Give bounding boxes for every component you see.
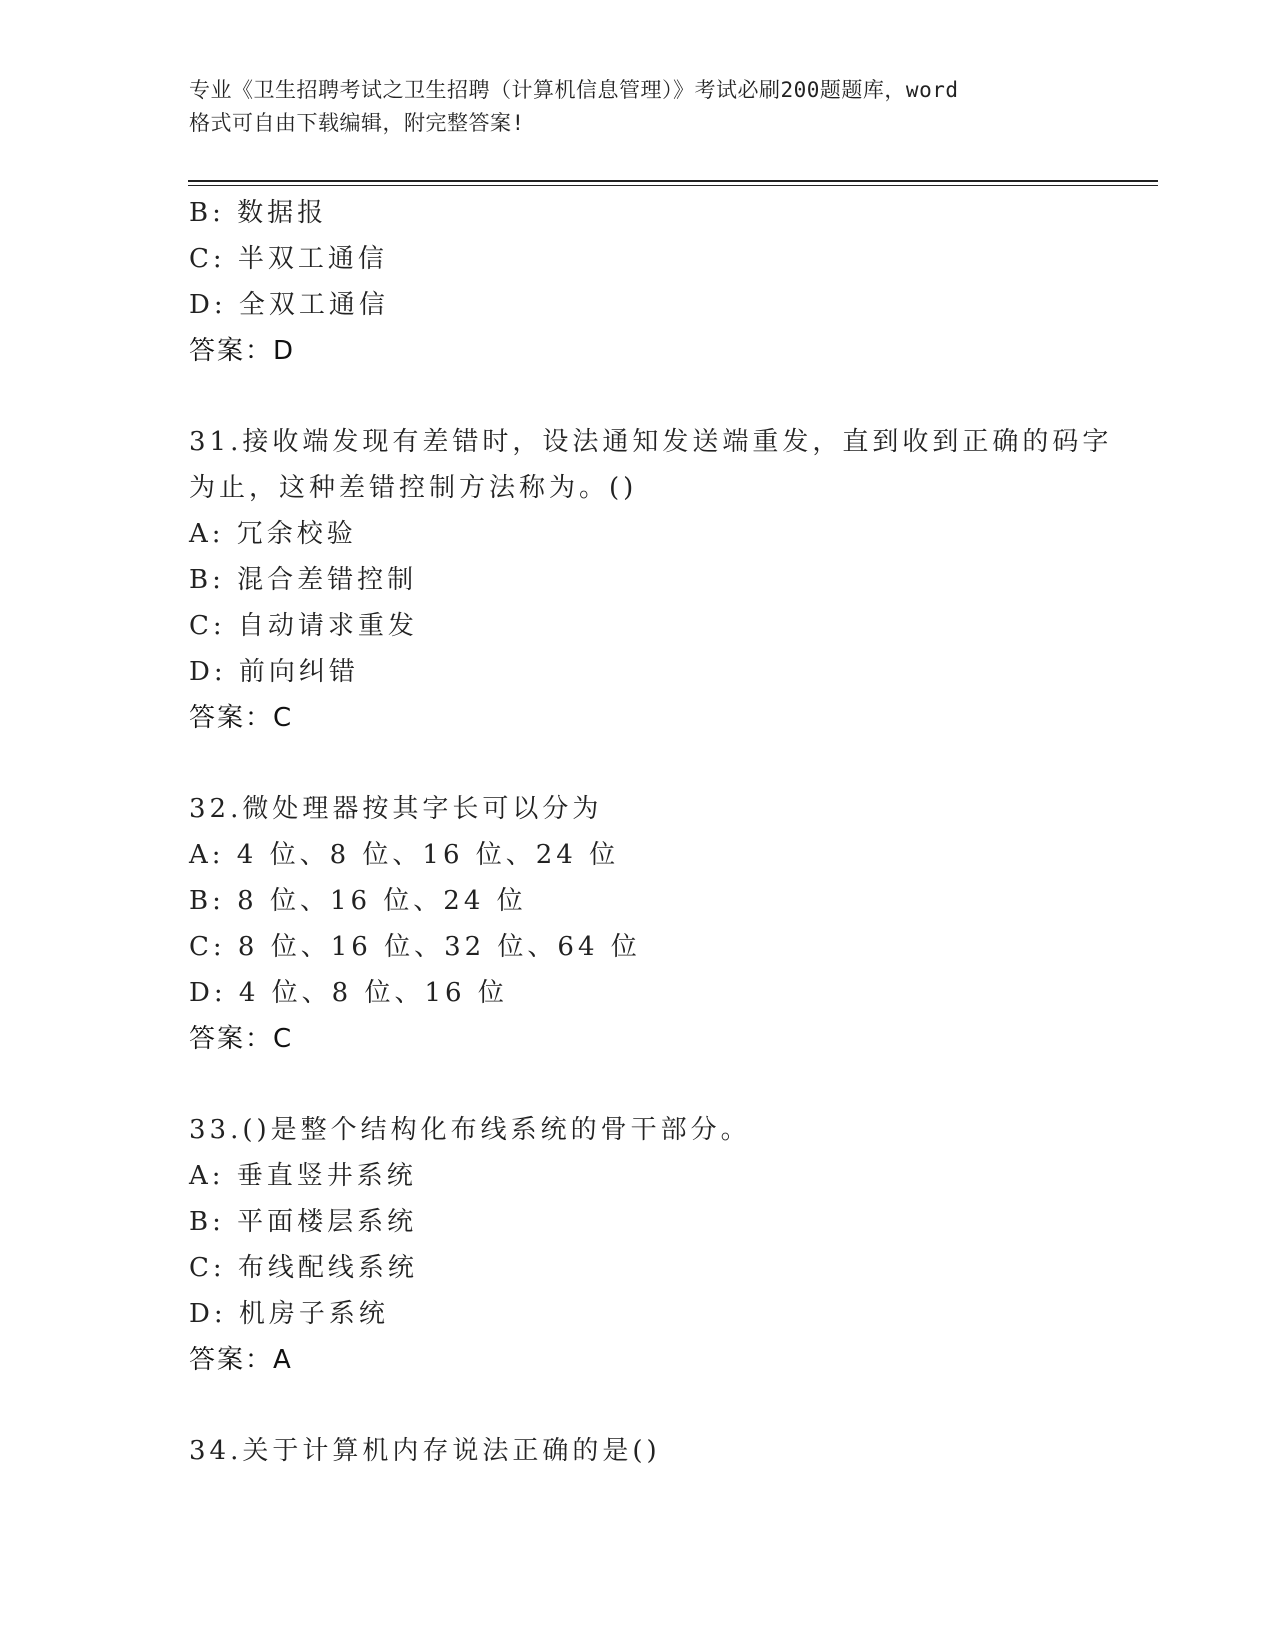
question-34 <box>189 1428 1089 1474</box>
document-header <box>189 74 1089 140</box>
option-b: B: 8 位、16 位、24 位 <box>189 886 527 916</box>
option-c: C: 布线配线系统 <box>189 1253 418 1283</box>
option-c: C: 8 位、16 位、32 位、64 位 <box>189 932 641 962</box>
question-stem-line: 33.()是整个结构化布线系统的骨干部分。 <box>189 1115 751 1145</box>
option-b: B: 平面楼层系统 <box>189 1207 418 1237</box>
carryover-block <box>189 190 1089 374</box>
question-33 <box>189 1107 1089 1383</box>
option-a: A: 垂直竖井系统 <box>189 1161 417 1191</box>
option-b: B: 数据报 <box>189 198 328 228</box>
spacer <box>189 741 1089 786</box>
option-b: B: 混合差错控制 <box>189 565 418 595</box>
question-list <box>189 190 1113 1474</box>
option-a: A: 4 位、8 位、16 位、24 位 <box>189 840 620 870</box>
option-d: D: 前向纠错 <box>189 657 359 687</box>
header-line-2: 格式可自由下载编辑，附完整答案! <box>189 111 525 135</box>
answer-line: 答案：D <box>189 336 296 366</box>
answer-line: 答案：C <box>189 703 294 733</box>
question-31 <box>189 419 1113 741</box>
question-stem-line: 34.关于计算机内存说法正确的是() <box>189 1436 661 1466</box>
option-a: A: 冗余校验 <box>189 519 357 549</box>
question-32 <box>189 786 1089 1062</box>
question-stem-line: 32.微处理器按其字长可以分为 <box>189 794 603 824</box>
option-d: D: 全双工通信 <box>189 290 389 320</box>
option-d: D: 机房子系统 <box>189 1299 389 1329</box>
option-d: D: 4 位、8 位、16 位 <box>189 978 508 1008</box>
spacer <box>189 1062 1089 1107</box>
header-divider-thick <box>188 180 1158 182</box>
option-c: C: 半双工通信 <box>189 244 388 274</box>
question-stem-line: 31.接收端发现有差错时，设法通知发送端重发，直到收到正确的码字 <box>189 427 1113 457</box>
answer-line: 答案：C <box>189 1024 294 1054</box>
spacer <box>189 1383 1089 1428</box>
header-divider-thin <box>188 185 1158 186</box>
answer-line: 答案：A <box>189 1345 293 1375</box>
option-c: C: 自动请求重发 <box>189 611 418 641</box>
spacer <box>189 374 1089 419</box>
header-line-1: 专业《卫生招聘考试之卫生招聘（计算机信息管理）》考试必刷200题题库，word <box>189 78 959 102</box>
question-stem-line: 为止，这种差错控制方法称为。() <box>189 473 638 503</box>
